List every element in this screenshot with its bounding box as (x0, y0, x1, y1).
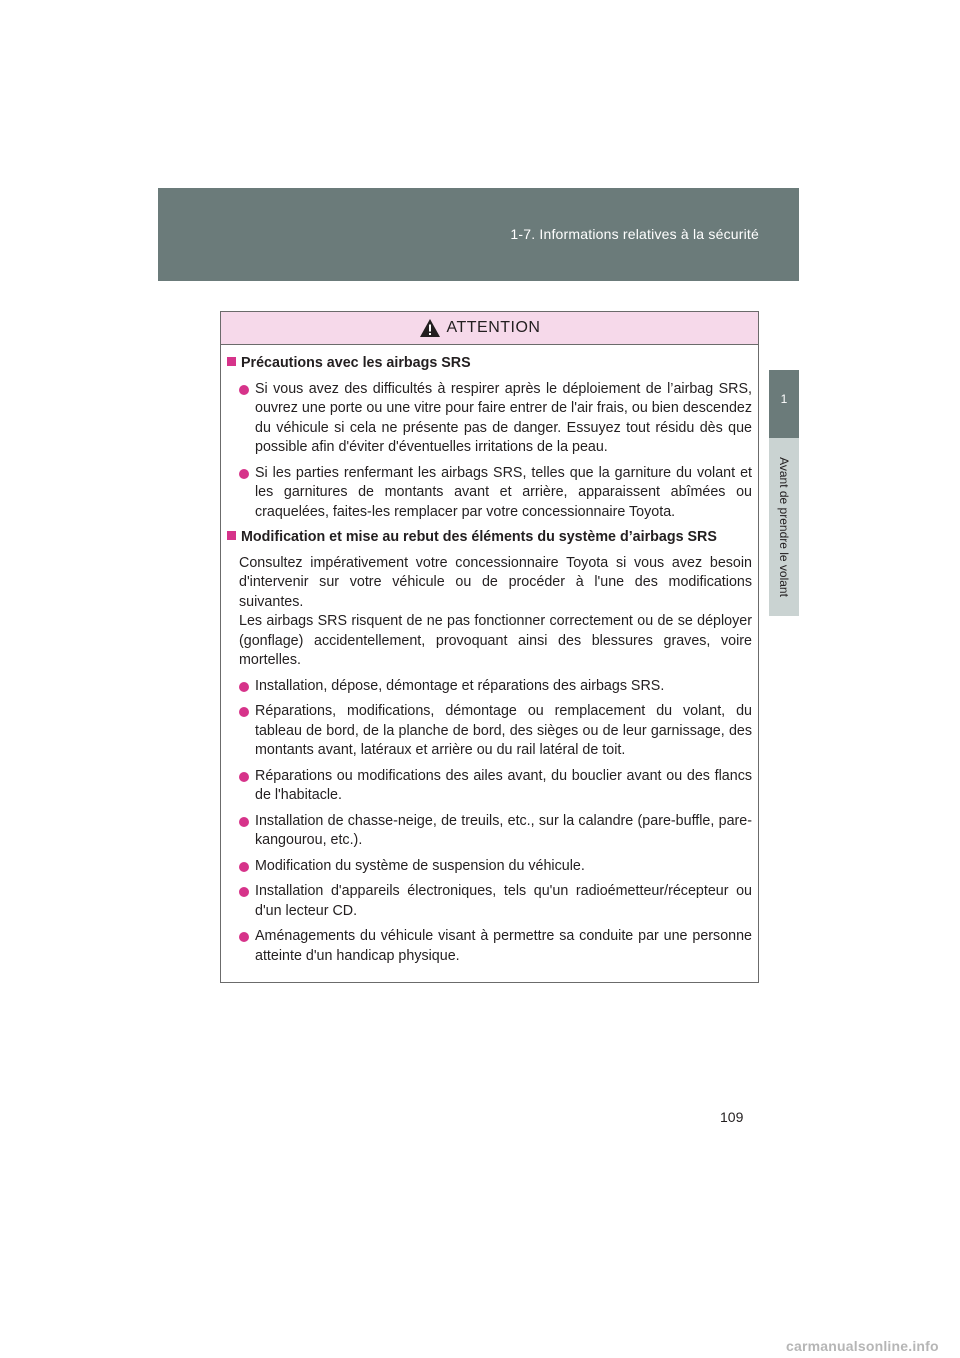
chapter-label: Avant de prendre le volant (777, 457, 791, 597)
round-bullet-icon (239, 887, 249, 897)
list-item: Réparations, modifications, démontage ou remplacement du volant, du tableau de bord, de la planche de bord, des sièges ou de leur garnissage, des montants avant, latéraux et arrière ou du rail latéral de toit. (239, 702, 752, 761)
warning-triangle-icon (419, 318, 441, 338)
list-item: Si vous avez des difficultés à respirer après le déploiement de l’airbag SRS, ouvrez une porte ou une vitre pour faire entrer de l'air frais, ou bien descendez du véhicule si cela ne présente pas de danger. Essuyez tout résidu dès que possible afin d'éviter d'éventuelles irritations de la peau. (239, 380, 752, 458)
square-bullet-icon (227, 357, 236, 366)
list-item: Réparations ou modifications des ailes avant, du bouclier avant ou des flancs de l'habitacle. (239, 767, 752, 806)
chapter-tab-label-area (769, 438, 799, 616)
list-item: Si les parties renfermant les airbags SRS, telles que la garniture du volant et les garnitures de montants avant et arrière, apparaissent abîmées ou craquelées, faites-les remplacer par votre concessionnaire Toyota. (239, 464, 752, 523)
round-bullet-icon (239, 707, 249, 717)
chapter-number: 1 (780, 392, 788, 406)
warning-title: ATTENTION (446, 319, 541, 336)
list-item: Installation d'appareils électroniques, tels qu'un radioémetteur/récepteur ou d'un lecteur CD. (239, 882, 752, 921)
warning-box (220, 311, 759, 983)
section-heading-modification-disposal: Modification et mise au rebut des éléments du système d’airbags SRS (227, 528, 752, 548)
page-number: 109 (720, 1109, 744, 1125)
chapter-header-band (158, 188, 799, 281)
round-bullet-icon (239, 862, 249, 872)
round-bullet-icon (239, 817, 249, 827)
list-item: Installation, dépose, démontage et réparations des airbags SRS. (239, 677, 752, 697)
warning-body (221, 345, 758, 966)
list-item: Aménagements du véhicule visant à permettre sa conduite par une personne atteinte d'un handicap physique. (239, 927, 752, 966)
list-item: Modification du système de suspension du véhicule. (239, 857, 752, 877)
round-bullet-icon (239, 469, 249, 479)
section-heading-airbag-precautions: Précautions avec les airbags SRS (227, 354, 752, 374)
square-bullet-icon (227, 531, 236, 540)
paragraph: Consultez impérativement votre concessionnaire Toyota si vous avez besoin d'intervenir sur votre véhicule ou de procéder à l'une des modifications suivantes. Les airbags SRS risquent de ne pas fonctionner correctement ou de se déployer (gonflage) accidentellement, provoquant ainsi des blessures graves, voire mortelles. (239, 554, 752, 668)
watermark[interactable]: carmanualsonline.info (786, 1338, 939, 1354)
warning-header (221, 312, 758, 345)
round-bullet-icon (239, 772, 249, 782)
round-bullet-icon (239, 682, 249, 692)
chapter-tab (769, 370, 799, 438)
round-bullet-icon (239, 932, 249, 942)
section-title: 1-7. Informations relatives à la sécurité (510, 226, 759, 242)
list-item: Installation de chasse-neige, de treuils, etc., sur la calandre (pare-buffle, pare-kangourou, etc.). (239, 812, 752, 851)
round-bullet-icon (239, 385, 249, 395)
